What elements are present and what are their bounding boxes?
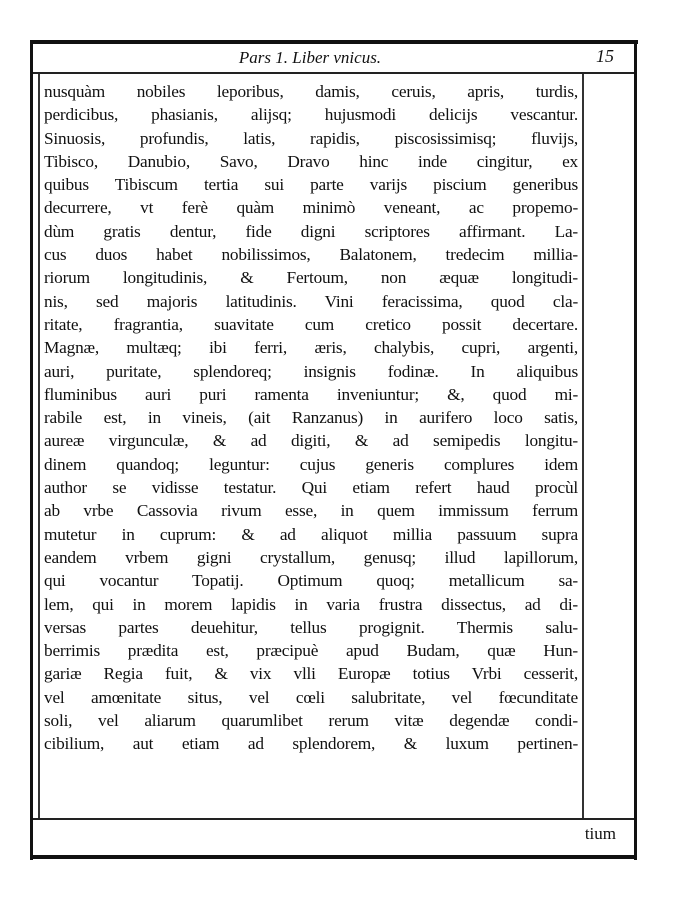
text-line: qui vocantur Topatij. Optimum quoq; metallicum sa- xyxy=(44,571,578,591)
text-line: fluminibus auri puri ramenta inveniuntur; &, quod mi- xyxy=(44,384,578,404)
text-line: nis, sed majoris latitudinis. Vini feracissima, quod cla- xyxy=(44,291,578,311)
frame-bottom-rule xyxy=(30,855,637,859)
frame-right-rule xyxy=(634,40,637,860)
text-line: dinem quandoq; leguntur: cujus generis complures idem xyxy=(44,454,578,474)
text-line: riorum longitudinis, & Fertoum, non æquæ longitudi- xyxy=(44,268,578,288)
text-line: quibus Tibiscum tertia sui parte varijs piscium generibus xyxy=(44,175,578,195)
text-line: Tibisco, Danubio, Savo, Dravo hinc inde cingitur, ex xyxy=(44,151,578,171)
header-rule xyxy=(33,72,634,74)
inner-left-rule xyxy=(38,74,40,818)
text-line: eandem vrbem gigni crystallum, genusq; illud lapillorum, xyxy=(44,547,578,567)
text-line: versas partes deuehitur, tellus progignit. Thermis salu- xyxy=(44,617,578,637)
text-line: cus duos habet nobilissimos, Balatonem, tredecim millia- xyxy=(44,245,578,265)
text-line: aureæ virgunculæ, & ad digiti, & ad semipedis longitu- xyxy=(44,431,578,451)
text-line: Sinuosis, profundis, latis, rapidis, piscosissimisq; fluvijs, xyxy=(44,128,578,148)
text-line: berrimis prædita est, præcipuè apud Budam, quæ Hun- xyxy=(44,641,578,661)
text-line: soli, vel aliarum quarumlibet rerum vitæ degendæ condi- xyxy=(44,711,578,731)
text-line: decurrere, vt ferè quàm minimò veneant, ac propemo- xyxy=(44,198,578,218)
text-line: cibilium, aut etiam ad splendorem, & luxum pertinen- xyxy=(44,734,578,754)
frame-left-rule xyxy=(30,40,33,860)
catchword: tium xyxy=(584,824,616,843)
text-line: mutetur in cuprum: & ad aliquot millia passuum supra xyxy=(44,524,578,544)
page-number: 15 xyxy=(596,46,614,66)
text-line: author se vidisse testatur. Qui etiam refert haud procùl xyxy=(44,478,578,498)
text-line: dùm gratis dentur, fide digni scriptores affirmant. La- xyxy=(44,221,578,241)
text-line: ab vrbe Cassovia rivum esse, in quem immissum ferrum xyxy=(44,501,578,521)
text-line: lem, qui in morem lapidis in varia frustra dissectus, ad di- xyxy=(44,594,578,614)
text-line: auri, puritate, splendoreq; insignis fodinæ. In aliquibus xyxy=(44,361,578,381)
text-line: perdicibus, phasianis, alijsq; hujusmodi delicijs vescantur. xyxy=(44,105,578,125)
body-text xyxy=(44,80,578,756)
running-title: Pars 1. Liber vnicus. xyxy=(238,48,382,67)
text-line: gariæ Regia fuit, & vix vlli Europæ totius Vrbi cesserit, xyxy=(44,664,578,684)
footer-rule xyxy=(33,818,634,820)
text-line: vel amœnitate situs, vel cœli salubritate, vel fœcunditate xyxy=(44,687,578,707)
text-line: ritate, fragrantia, suavitate cum cretico possit decertare. xyxy=(44,314,578,334)
frame-top-rule xyxy=(30,40,638,44)
inner-right-rule xyxy=(582,74,584,818)
text-line: nusquàm nobiles leporibus, damis, ceruis, apris, turdis, xyxy=(44,82,578,101)
text-line: rabile est, in vineis, (ait Ranzanus) in aurifero loco satis, xyxy=(44,408,578,428)
text-line: Magnæ, multæq; ibi ferri, æris, chalybis, cupri, argenti, xyxy=(44,338,578,358)
